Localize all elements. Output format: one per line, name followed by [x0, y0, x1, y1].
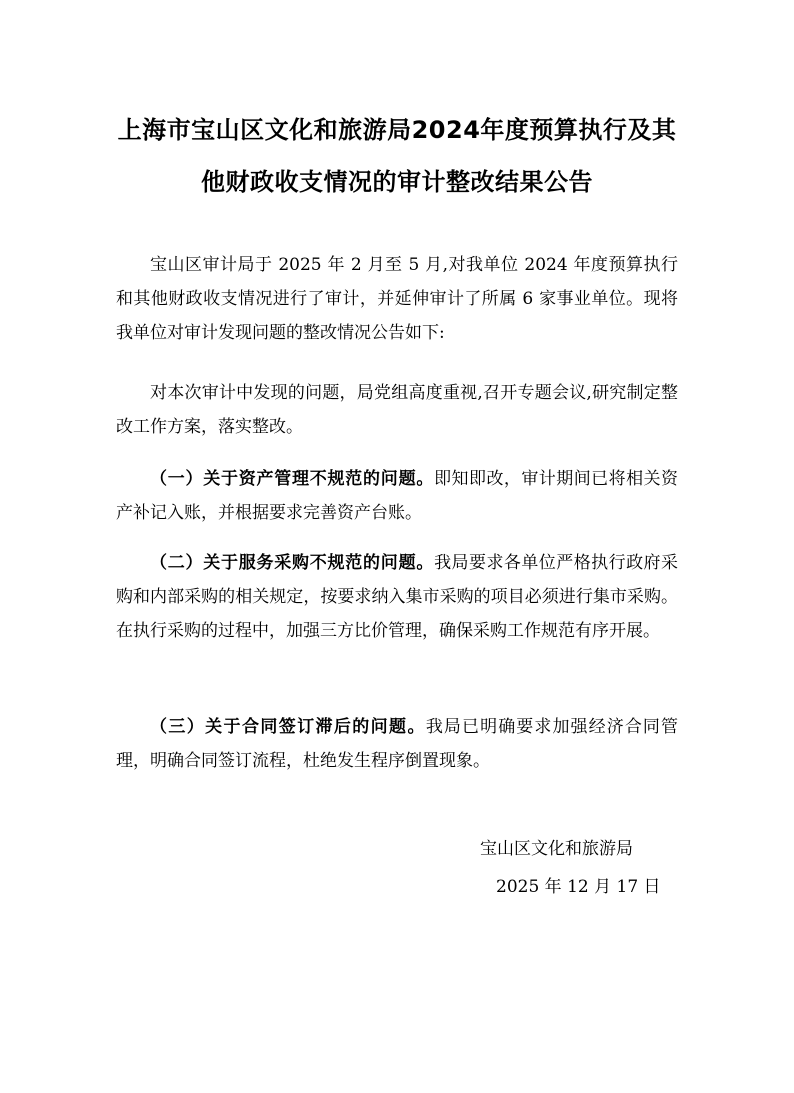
signature-organization: 宝山区文化和旅游局 [480, 839, 633, 859]
item-text: 我局已明确要求加强经济合同管理，明确合同签订流程，杜绝发生程序倒置现象。 [116, 717, 679, 771]
item-text: 即知即改，审计期间已将相关资产补记入账，并根据要求完善资产台账。 [116, 469, 678, 523]
item-heading: （一）关于资产管理不规范的问题。 [150, 469, 435, 489]
item-contract-signing [116, 710, 678, 778]
overview-paragraph: 对本次审计中发现的问题，局党组高度重视,召开专题会议,研究制定整改工作方案，落实整改。 [116, 383, 678, 437]
intro-paragraph: 宝山区审计局于 2025 年 2 月至 5 月,对我单位 2024 年度预算执行和其他财政收支情况进行了审计，并延伸审计了所属 6 家事业单位。现将我单位对审计发现问题的整改情况公告如下: [116, 255, 678, 343]
title-line-1: 上海市宝山区文化和旅游局2024年度预算执行及其 [117, 116, 677, 144]
item-text: 我局要求各单位严格执行政府采购和内部采购的相关规定，按要求纳入集市采购的项目必须进行集市采购。在执行采购的过程中，加强三方比价管理，确保采购工作规范有序开展。 [116, 553, 678, 641]
title-line-2: 他财政收支情况的审计整改结果公告 [201, 168, 593, 196]
item-asset-management [116, 462, 678, 530]
item-heading: （三）关于合同签订滞后的问题。 [150, 717, 426, 737]
signature-date: 2025 年 12 月 17 日 [496, 877, 661, 897]
item-heading: （二）关于服务采购不规范的问题。 [150, 553, 435, 573]
item-service-procurement [116, 546, 678, 648]
